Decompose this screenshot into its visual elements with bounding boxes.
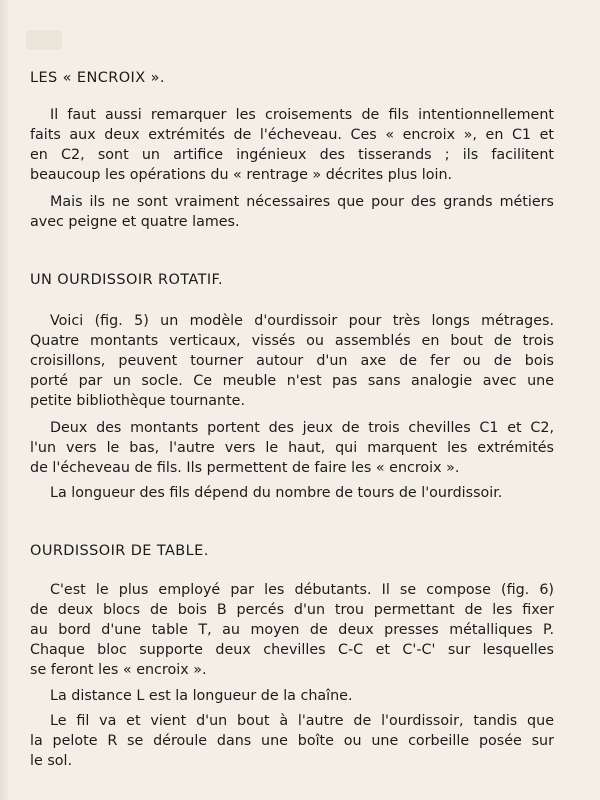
section-heading-encroix: LES « ENCROIX ».	[30, 70, 165, 86]
text-line: au bord d'une table T, au moyen de deux presses métalliques P.	[30, 622, 554, 638]
text-line: petite bibliothèque tournante.	[30, 393, 246, 409]
text-line: porté par un socle. Ce meuble n'est pas sans analogie avec une	[30, 373, 554, 389]
section-heading-ourdissoir-rotatif: UN OURDISSOIR ROTATIF.	[30, 272, 223, 288]
text-line: le sol.	[30, 753, 73, 769]
text-line: avec peigne et quatre lames.	[30, 214, 240, 230]
text-line: Chaque bloc supporte deux chevilles C-C et C'-C' sur lesquelles	[30, 642, 554, 658]
text-line: Deux des montants portent des jeux de trois chevilles C1 et C2,	[50, 420, 554, 436]
text-line: se feront les « encroix ».	[30, 662, 207, 678]
text-line: de deux blocs de bois B percés d'un trou permettant de les fixer	[30, 602, 554, 618]
text-line: Il faut aussi remarquer les croisements de fils intentionnellement	[50, 107, 554, 123]
text-line: de l'écheveau de fils. Ils permettent de faire les « encroix ».	[30, 460, 460, 476]
text-line: C'est le plus employé par les débutants. Il se compose (fig. 6)	[50, 582, 554, 598]
text-line: La longueur des fils dépend du nombre de tours de l'ourdissoir.	[50, 485, 503, 501]
page-edge-shadow	[0, 0, 10, 800]
text-line: en C2, sont un artifice ingénieux des tisserands ; ils facilitent	[30, 147, 554, 163]
text-line: Le fil va et vient d'un bout à l'autre de l'ourdissoir, tandis que	[50, 713, 554, 729]
text-line: Voici (fig. 5) un modèle d'ourdissoir pour très longs métrages.	[50, 313, 554, 329]
text-line: l'un vers le bas, l'autre vers le haut, qui marquent les extrémités	[30, 440, 554, 456]
text-line: croisillons, peuvent tourner autour d'un axe de fer ou de bois	[30, 353, 554, 369]
text-line: Quatre montants verticaux, vissés ou assemblés en bout de trois	[30, 333, 554, 349]
text-line: beaucoup les opérations du « rentrage » décrites plus loin.	[30, 167, 453, 183]
text-line: La distance L est la longueur de la chaîne.	[50, 688, 353, 704]
text-line: Mais ils ne sont vraiment nécessaires que pour des grands métiers	[50, 194, 554, 210]
section-heading-ourdissoir-de-table: OURDISSOIR DE TABLE.	[30, 543, 209, 559]
text-line: la pelote R se déroule dans une boîte ou une corbeille posée sur	[30, 733, 554, 749]
text-line: faits aux deux extrémités de l'écheveau. Ces « encroix », en C1 et	[30, 127, 554, 143]
paper-stain	[26, 30, 62, 50]
